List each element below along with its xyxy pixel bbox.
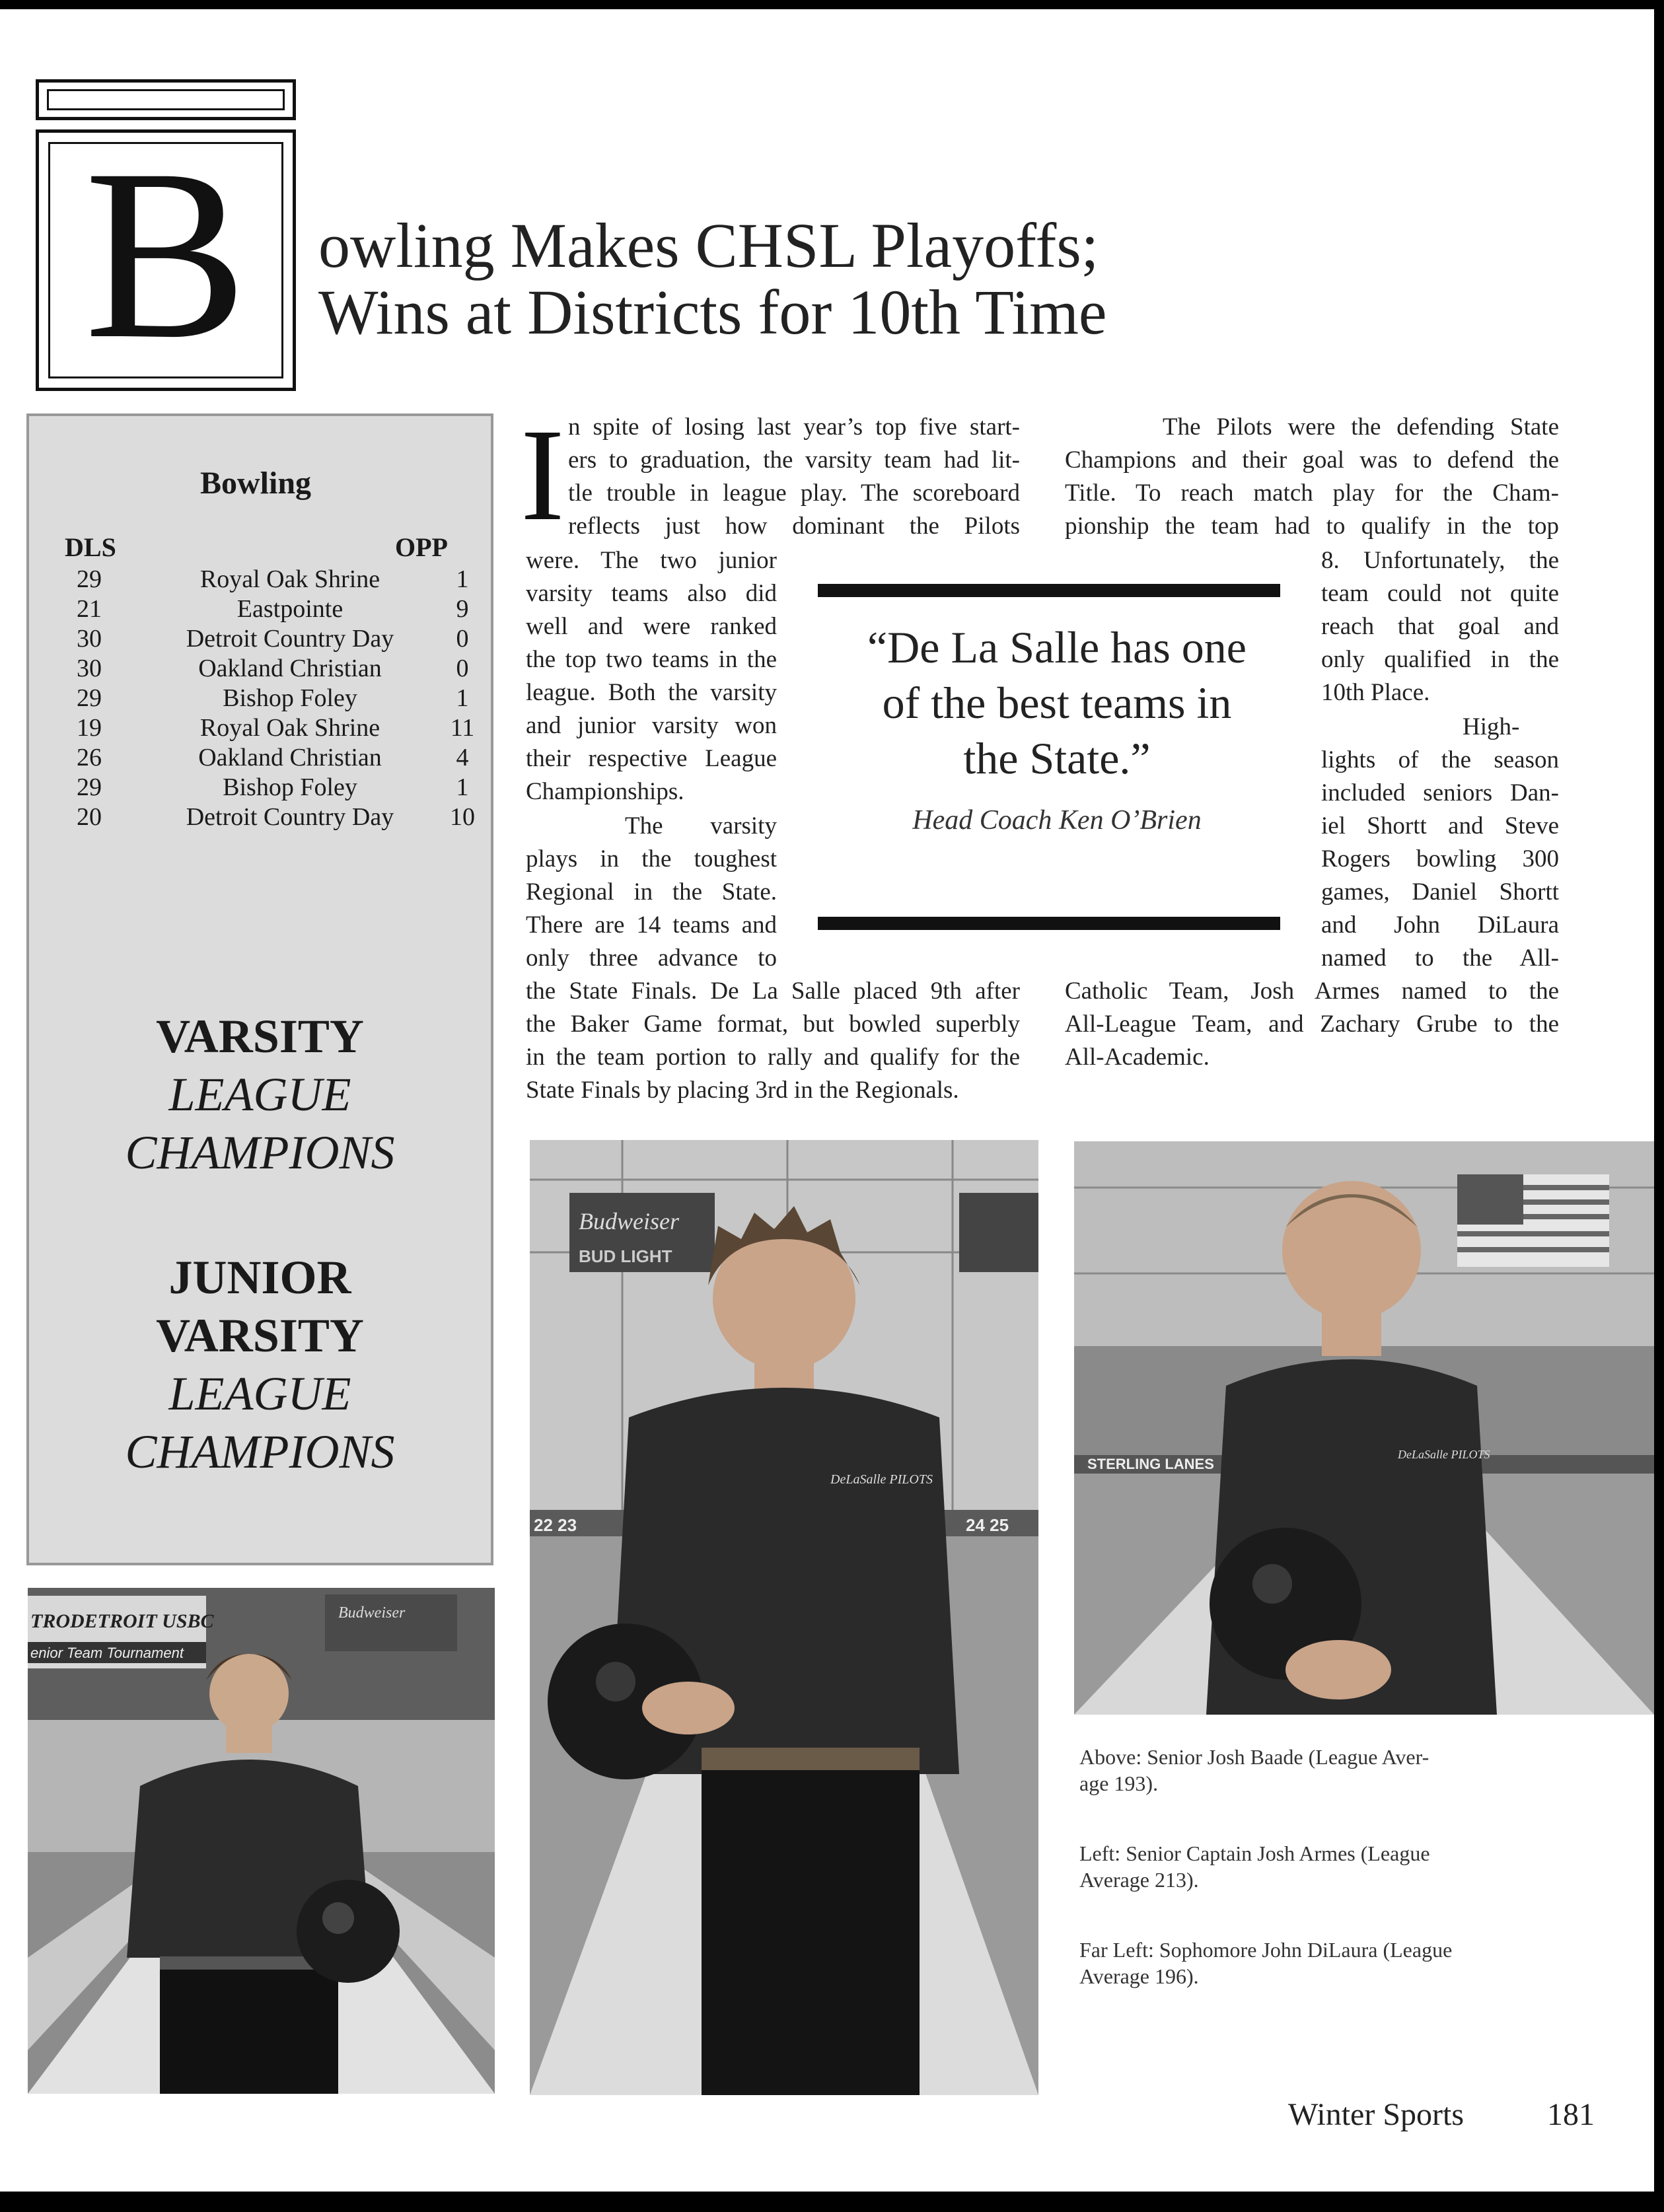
article-line: plays in the toughest bbox=[526, 845, 777, 873]
article-line: High- bbox=[1463, 713, 1520, 740]
article-line: 8. Unfortunately, the bbox=[1321, 547, 1559, 574]
headline-line-2: Wins at Districts for 10th Time bbox=[318, 277, 1107, 347]
page-number: 181 bbox=[1547, 2097, 1595, 2132]
article-line: only three advance to bbox=[526, 945, 777, 972]
caption-line: Left: Senior Captain Josh Armes (League bbox=[1079, 1841, 1430, 1865]
caption-line: Average 196). bbox=[1079, 1964, 1199, 1988]
right-border bbox=[1654, 0, 1664, 2212]
dropcap-box bbox=[36, 119, 296, 391]
article-line: reach that goal and bbox=[1321, 613, 1559, 640]
dls-score: 26 bbox=[77, 744, 102, 771]
pull-quote-line: “De La Salle has one bbox=[867, 622, 1247, 672]
article-line: were. The two junior bbox=[526, 547, 777, 574]
lane-numbers: 24 25 bbox=[966, 1515, 1009, 1535]
article-line: All-League Team, and Zachary Grube to the bbox=[1065, 1011, 1559, 1038]
article-line: varsity teams also did bbox=[526, 580, 777, 607]
score-row bbox=[40, 684, 469, 713]
top-border bbox=[0, 0, 1664, 9]
dls-score: 19 bbox=[77, 714, 102, 742]
opponent-name: Royal Oak Shrine bbox=[199, 565, 380, 593]
dls-score: 30 bbox=[77, 655, 102, 682]
opponent-name: Oakland Christian bbox=[198, 655, 382, 682]
score-row bbox=[40, 654, 469, 684]
varsity-champions: CHAMPIONS bbox=[125, 1126, 395, 1179]
pull-quote-rule-bottom bbox=[818, 917, 1280, 930]
article-dropcap: I bbox=[521, 402, 565, 548]
caption-line: age 193). bbox=[1079, 1771, 1159, 1795]
article-line: the top two teams in the bbox=[526, 646, 777, 673]
dls-score: 20 bbox=[77, 803, 102, 831]
photo-josh-baade bbox=[1074, 1141, 1654, 1715]
dls-score: 29 bbox=[77, 565, 102, 593]
article-line: and junior varsity won bbox=[526, 712, 777, 739]
article-line: All-Academic. bbox=[1065, 1044, 1210, 1071]
caption-line: Far Left: Sophomore John DiLaura (League bbox=[1079, 1938, 1453, 1962]
article-line: only qualified in the bbox=[1321, 646, 1559, 673]
article-line: State Finals by placing 3rd in the Regionals. bbox=[526, 1077, 959, 1104]
banner-text: TRODETROIT USBC bbox=[30, 1610, 214, 1632]
jv-champions: CHAMPIONS bbox=[125, 1425, 395, 1478]
opp-score: 11 bbox=[450, 714, 475, 742]
dls-score: 29 bbox=[77, 773, 102, 801]
lane-numbers: 22 23 bbox=[534, 1515, 577, 1535]
varsity-heading: VARSITY bbox=[156, 1010, 364, 1063]
caption-line: Average 213). bbox=[1079, 1868, 1199, 1892]
pull-quote-rule-top bbox=[818, 584, 1280, 597]
opp-score: 1 bbox=[456, 773, 469, 801]
article-line: the State Finals. De La Salle placed 9th after bbox=[526, 978, 1020, 1005]
opp-score: 10 bbox=[450, 803, 475, 831]
section-label: Winter Sports bbox=[1288, 2097, 1465, 2132]
article-line: Catholic Team, Josh Armes named to the bbox=[1065, 978, 1559, 1005]
article-line: ers to graduation, the varsity team had lit- bbox=[568, 446, 1020, 474]
opponent-name: Eastpointe bbox=[236, 595, 344, 623]
article-line: and John DiLaura bbox=[1321, 911, 1559, 939]
article-line: reflects just how dominant the Pilots bbox=[568, 513, 1020, 540]
pull-quote-line: of the best teams in bbox=[882, 678, 1232, 728]
sign-text: BUD LIGHT bbox=[579, 1246, 672, 1266]
score-row bbox=[40, 773, 469, 803]
opponent-name: Oakland Christian bbox=[198, 744, 382, 771]
article-line: n spite of losing last year’s top five start- bbox=[568, 413, 1020, 441]
article-line: The Pilots were the defending State bbox=[1163, 413, 1559, 441]
article-line: pionship the team had to qualify in the top bbox=[1065, 513, 1559, 540]
article-line: Rogers bowling 300 bbox=[1321, 845, 1559, 873]
shirt-logo: DeLaSalle PILOTS bbox=[1398, 1448, 1490, 1461]
opponent-name: Detroit Country Day bbox=[186, 625, 394, 653]
photo-john-dilaura bbox=[28, 1588, 495, 2094]
headline-line-1: owling Makes CHSL Playoffs; bbox=[318, 210, 1099, 281]
article-line: the Baker Game format, but bowled superbly bbox=[526, 1011, 1020, 1038]
article-line: games, Daniel Shortt bbox=[1321, 878, 1559, 906]
opp-score: 4 bbox=[456, 744, 469, 771]
caption-above bbox=[1079, 1744, 1429, 1797]
decorative-bar-box bbox=[36, 79, 296, 120]
opp-score: 0 bbox=[456, 625, 469, 653]
jv-heading-junior: JUNIOR bbox=[168, 1251, 351, 1304]
opponent-name: Royal Oak Shrine bbox=[199, 714, 380, 742]
article-line: Champions and their goal was to defend the bbox=[1065, 446, 1559, 474]
opp-column-header: OPP bbox=[395, 532, 448, 562]
varsity-league: LEAGUE bbox=[168, 1068, 351, 1121]
pull-quote-line: the State.” bbox=[963, 733, 1151, 783]
score-row bbox=[40, 743, 469, 773]
opponent-name: Detroit Country Day bbox=[186, 803, 394, 831]
opp-score: 1 bbox=[456, 684, 469, 712]
caption-far-left bbox=[1079, 1937, 1452, 1989]
scoreboard-title: Bowling bbox=[199, 466, 312, 501]
dls-score: 29 bbox=[77, 684, 102, 712]
photo-josh-armes-image bbox=[530, 1140, 1038, 2095]
jv-heading-varsity: VARSITY bbox=[156, 1309, 364, 1362]
bottom-border bbox=[0, 2192, 1664, 2212]
score-row bbox=[40, 594, 469, 624]
article-line: Championships. bbox=[526, 778, 684, 805]
article-line: The varsity bbox=[625, 812, 777, 839]
opponent-name: Bishop Foley bbox=[223, 773, 357, 801]
score-row bbox=[40, 713, 475, 743]
article-line: in the team portion to rally and qualify for the bbox=[526, 1044, 1020, 1071]
article-line: named to the All- bbox=[1321, 945, 1559, 972]
article-line: Title. To reach match play for the Cham- bbox=[1065, 480, 1559, 507]
dropcap-letter: B bbox=[84, 119, 248, 390]
pull-quote bbox=[819, 620, 1295, 786]
article-line: tle trouble in league play. The scoreboard bbox=[568, 480, 1020, 507]
banner-subtext: enior Team Tournament bbox=[30, 1645, 184, 1661]
venue-sign: STERLING LANES bbox=[1087, 1456, 1214, 1472]
score-row bbox=[40, 803, 475, 832]
photo-john-dilaura-image bbox=[28, 1588, 495, 2094]
pull-quote-attribution: Head Coach Ken O’Brien bbox=[912, 805, 1202, 836]
score-row bbox=[40, 565, 469, 594]
dls-score: 21 bbox=[77, 595, 102, 623]
caption-line: Above: Senior Josh Baade (League Aver- bbox=[1079, 1745, 1429, 1769]
opponent-name: Bishop Foley bbox=[223, 684, 357, 712]
opp-score: 0 bbox=[456, 655, 469, 682]
photo-josh-armes bbox=[530, 1140, 1038, 2095]
opp-score: 9 bbox=[456, 595, 469, 623]
article-line: 10th Place. bbox=[1321, 679, 1430, 706]
shirt-logo: DeLaSalle PILOTS bbox=[830, 1472, 933, 1487]
sign-text: Budweiser bbox=[338, 1604, 406, 1622]
article-line: Regional in the State. bbox=[526, 878, 777, 906]
dls-score: 30 bbox=[77, 625, 102, 653]
jv-league: LEAGUE bbox=[168, 1367, 351, 1420]
score-row bbox=[40, 624, 469, 654]
article-line: their respective League bbox=[526, 745, 777, 772]
dls-column-header: DLS bbox=[65, 532, 116, 562]
opp-score: 1 bbox=[456, 565, 469, 593]
article-line: There are 14 teams and bbox=[526, 911, 777, 939]
photo-josh-baade-image bbox=[1074, 1141, 1654, 1715]
article-line: included seniors Dan- bbox=[1321, 779, 1559, 806]
article-line: well and were ranked bbox=[526, 613, 777, 640]
sign-text: Budweiser bbox=[579, 1208, 679, 1234]
article-line: iel Shortt and Steve bbox=[1321, 812, 1559, 839]
article-line: team could not quite bbox=[1321, 580, 1559, 607]
caption-left bbox=[1079, 1840, 1430, 1893]
article-line: lights of the season bbox=[1321, 746, 1559, 773]
article-line: league. Both the varsity bbox=[526, 679, 777, 706]
